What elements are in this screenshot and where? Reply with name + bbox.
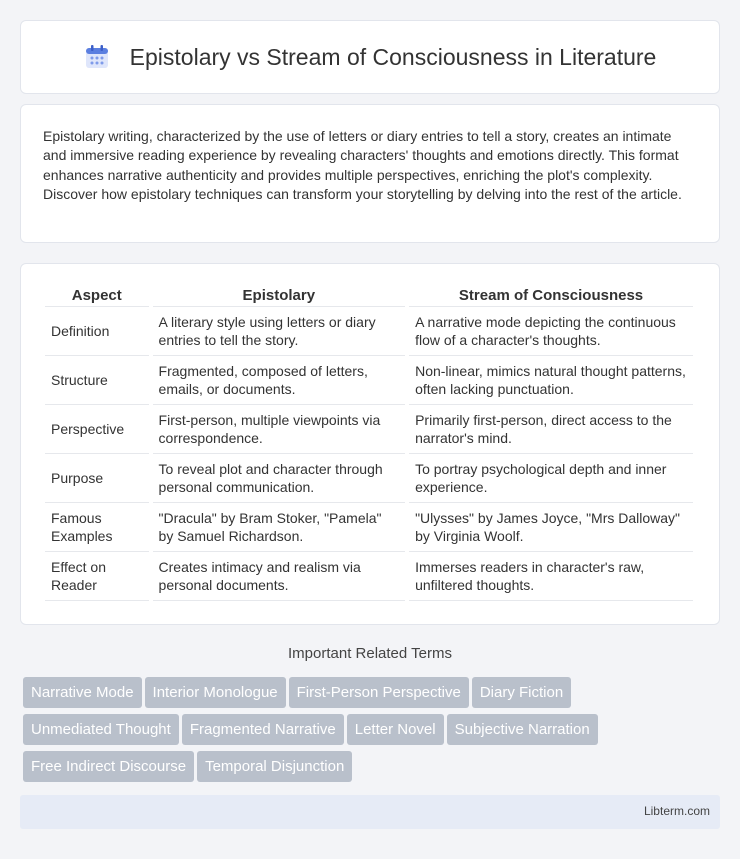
comparison-table	[41, 286, 697, 601]
related-terms-list	[23, 677, 723, 788]
row-aspect: Famous Examples	[45, 503, 149, 552]
table-header-row	[45, 286, 693, 307]
related-term-tag[interactable]: Unmediated Thought	[23, 714, 179, 745]
related-terms-heading: Important Related Terms	[288, 645, 452, 662]
related-term-tag[interactable]: Fragmented Narrative	[182, 714, 344, 745]
row-epistolary: Creates intimacy and realism via personal documents.	[153, 552, 406, 601]
row-epistolary: To reveal plot and character through personal communication.	[153, 454, 406, 503]
row-aspect: Purpose	[45, 454, 149, 503]
row-epistolary: "Dracula" by Bram Stoker, "Pamela" by Samuel Richardson.	[153, 503, 406, 552]
row-stream: "Ulysses" by James Joyce, "Mrs Dalloway" by Virginia Woolf.	[409, 503, 693, 552]
related-term-tag[interactable]: Subjective Narration	[447, 714, 598, 745]
table-row	[45, 405, 693, 454]
related-term-tag[interactable]: First-Person Perspective	[289, 677, 469, 708]
row-stream: Non-linear, mimics natural thought patterns, often lacking punctuation.	[409, 356, 693, 405]
row-aspect: Effect on Reader	[45, 552, 149, 601]
row-aspect: Structure	[45, 356, 149, 405]
row-epistolary: A literary style using letters or diary entries to tell the story.	[153, 307, 406, 356]
calendar-icon	[84, 44, 110, 70]
related-term-tag[interactable]: Temporal Disjunction	[197, 751, 352, 782]
row-stream: Primarily first-person, direct access to the narrator's mind.	[409, 405, 693, 454]
comparison-card	[20, 263, 720, 625]
row-epistolary: Fragmented, composed of letters, emails, or documents.	[153, 356, 406, 405]
row-aspect: Perspective	[45, 405, 149, 454]
header-aspect: Aspect	[45, 286, 149, 307]
intro-card	[20, 104, 720, 243]
footer-site-link[interactable]: Libterm.com	[643, 804, 710, 818]
row-aspect: Definition	[45, 307, 149, 356]
table-row	[45, 307, 693, 356]
header-epistolary: Epistolary	[153, 286, 406, 307]
related-term-tag[interactable]: Letter Novel	[347, 714, 444, 745]
header-stream-of-consciousness: Stream of Consciousness	[409, 286, 693, 307]
row-stream: Immerses readers in character's raw, unfiltered thoughts.	[409, 552, 693, 601]
table-row	[45, 552, 693, 601]
footer	[20, 795, 720, 829]
page-title: Epistolary vs Stream of Consciousness in Literature	[129, 43, 657, 70]
related-term-tag[interactable]: Free Indirect Discourse	[23, 751, 194, 782]
row-stream: To portray psychological depth and inner experience.	[409, 454, 693, 503]
related-term-tag[interactable]: Diary Fiction	[472, 677, 571, 708]
table-row	[45, 454, 693, 503]
related-term-tag[interactable]: Interior Monologue	[145, 677, 286, 708]
intro-paragraph: Epistolary writing, characterized by the use of letters or diary entries to tell a story, creates an intimate and immersive reading experience by revealing characters' thoughts and emotions directly. This format enhances narrative authenticity and provides multiple perspectives, enriching the plot's complexity. Discover how epistolary techniques can transform your storytelling by delving into the rest of the article.	[43, 128, 682, 203]
row-epistolary: First-person, multiple viewpoints via correspondence.	[153, 405, 406, 454]
row-stream: A narrative mode depicting the continuous flow of a character's thoughts.	[409, 307, 693, 356]
table-row	[45, 503, 693, 552]
title-card	[20, 20, 720, 94]
related-term-tag[interactable]: Narrative Mode	[23, 677, 142, 708]
table-row	[45, 356, 693, 405]
